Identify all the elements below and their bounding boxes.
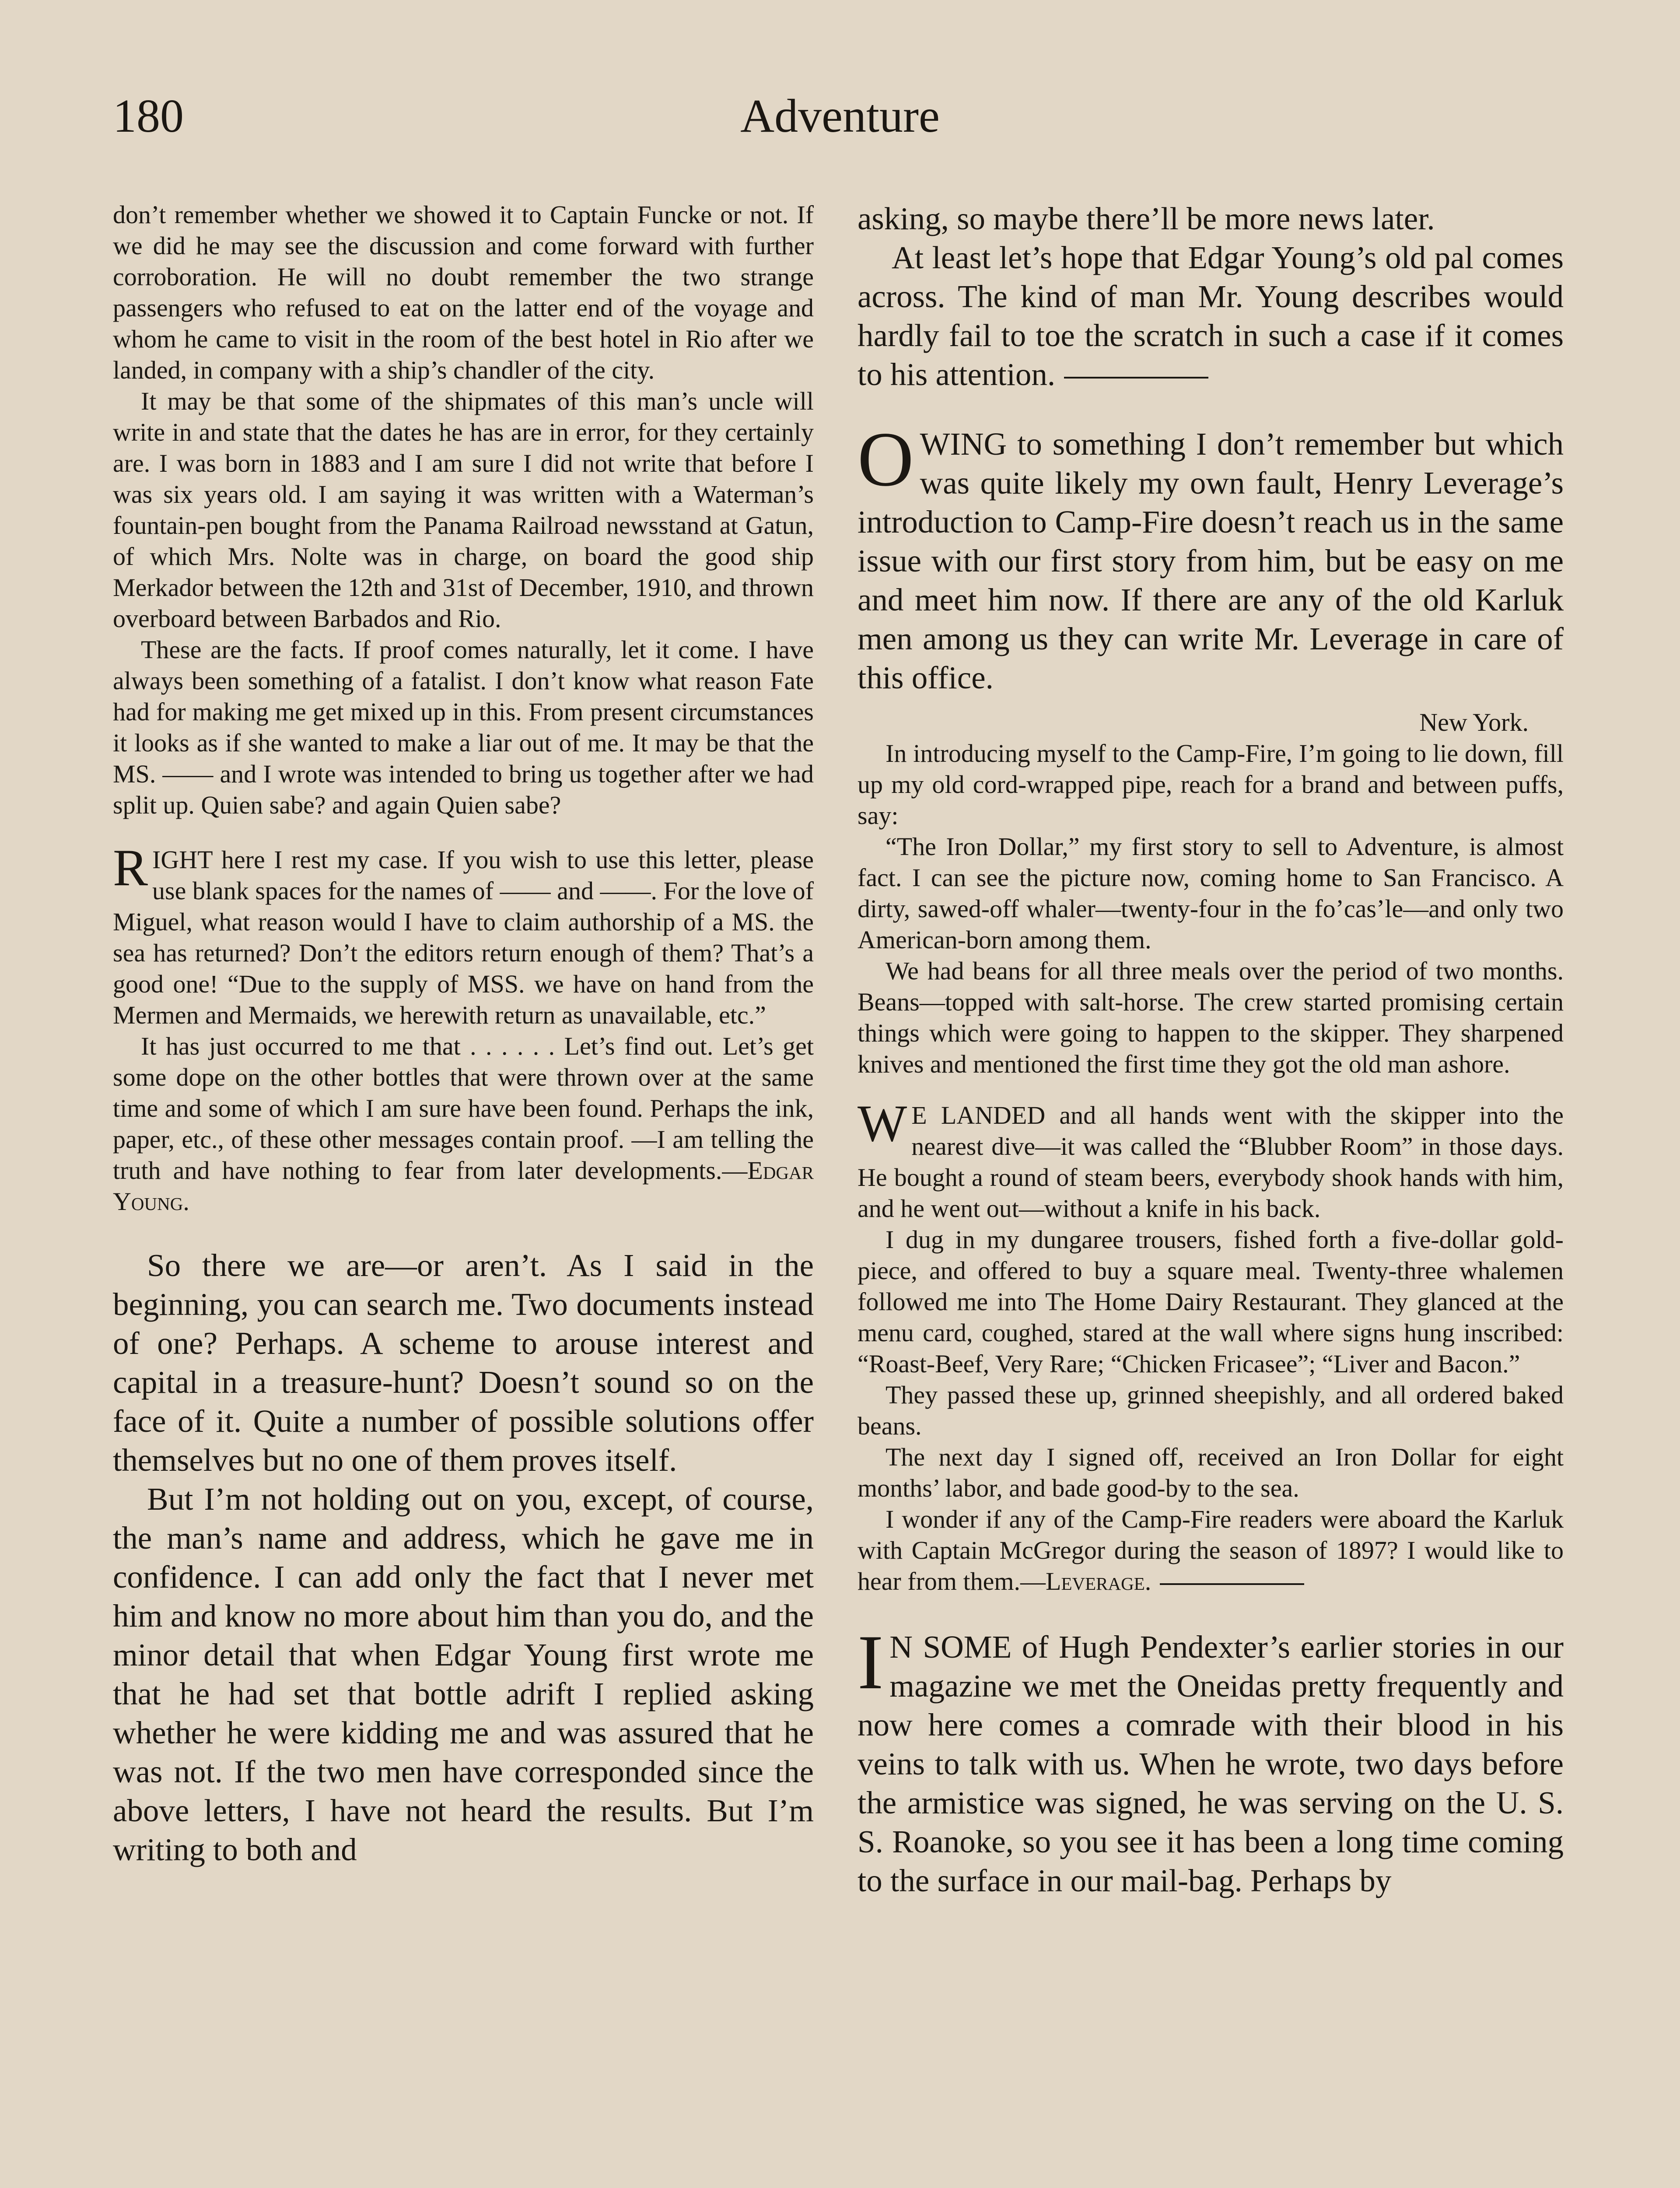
- lead-in: N SOME: [889, 1629, 1012, 1665]
- oneida-section: [858, 1619, 1564, 1900]
- paragraph-text: IGHT here I rest my case. If you wish to use this letter, please use blank spaces for the names of —— and ——. For the love of Miguel, what reason would I have to claim authorship of a MS. the sea has returned? Don’t the editors return enough of them? That’s a good one! “Due to the supply of MSS. we have on hand from the Mermen and Mermaids, we herewith return as unavailable, etc.”: [113, 845, 814, 1029]
- paragraph-text: At least let’s hope that Edgar Young’s old pal comes across. The kind of man Mr. Young describes would hardly fail to toe the scratch in such a case if it comes to his attention.: [858, 240, 1564, 392]
- editor-comment: [113, 1246, 814, 1869]
- paragraph-text: I wonder if any of the Camp-Fire readers were aboard the Karluk with Captain McGregor during the season of 1897? I would like to hear from them.—: [858, 1505, 1564, 1595]
- paragraph-text: of Hugh Pendexter’s earlier stories in our magazine we met the Oneidas pretty frequently and now here comes a comrade with their blood in his veins to talk with us. When he wrote, two days before the armistice was signed, he was serving on the U. S. S. Roanoke, so you see it has been a long time coming to the surface in our mail-bag. Perhaps by: [858, 1629, 1564, 1898]
- section-rule: [1064, 377, 1208, 379]
- letter-paragraph: These are the facts. If proof comes naturally, let it come. I have always been something of a fatalist. I don’t know what reason Fate had for making me get mixed up in this. From present circumstances it looks as if she wanted to make a liar out of me. It may be that the MS. —— and I wrote was intended to bring us together after we had split up. Quien sabe? and again Quien sabe?: [113, 635, 814, 819]
- letter-paragraph: [858, 1094, 1564, 1224]
- drop-cap: R: [113, 838, 148, 897]
- leverage-intro: [858, 416, 1564, 697]
- letter-paragraph: It may be that some of the shipmates of this man’s uncle will write in and state that the dates he has are in error, for they certainly are. I was born in 1883 and I am sure I did not write that before I was six years old. I am saying it was written with a Waterman’s fountain-pen bought from the Panama Railroad newsstand at Gatun, of which Mrs. Nolte was in charge, on board the good ship Merkador between the 12th and 31st of December, 1910, and thrown overboard between Barbados and Rio.: [113, 387, 814, 633]
- signature: Edgar Young.: [113, 1156, 814, 1216]
- letter-location: New York.: [1419, 708, 1529, 736]
- drop-cap: O: [858, 416, 914, 502]
- drop-cap: I: [858, 1619, 884, 1705]
- letter-continued: [113, 199, 814, 820]
- drop-cap: W: [858, 1094, 907, 1152]
- letter-paragraph: They passed these up, grinned sheepishly, and all ordered baked beans.: [858, 1381, 1564, 1440]
- letter-paragraph: “The Iron Dollar,” my first story to sell to Adventure, is almost fact. I can see the picture now, coming home to San Francisco. A dirty, sawed-off whaler—twenty-four in the fo’cas’le—and only two American-born among them.: [858, 832, 1564, 954]
- letter-paragraph: In introducing myself to the Camp-Fire, I’m going to lie down, fill up my old cord-wrapped pipe, reach for a brand and between puffs, say:: [858, 739, 1564, 830]
- paragraph-text: It has just occurred to me that . . . . . . Let’s find out. Let’s get some dope on the other bottles that were thrown over at the same time and some of which I am sure have been found. Perhaps the ink, paper, etc., of these other messages contain proof. —I am telling the truth and have nothing to fear from later developments.—: [113, 1032, 814, 1185]
- letter-paragraph: The next day I signed off, received an Iron Dollar for eight months’ labor, and bade good-by to the sea.: [858, 1443, 1564, 1502]
- paragraph-text: WING to something I don’t remember but which was quite likely my own fault, Henry Leverage’s introduction to Camp-Fire doesn’t reach us in the same issue with our first story from him, but be easy on me and meet him now. If there are any of the old Karluk men among us they can write Mr. Leverage in care of this office.: [858, 426, 1564, 695]
- lead-in: E LANDED: [911, 1101, 1046, 1129]
- right-column: [858, 199, 1564, 1900]
- page-number: 180: [113, 90, 184, 142]
- letter-section-two: [113, 838, 814, 1217]
- signature: Leverage.: [1046, 1567, 1152, 1595]
- letter-paragraph: [858, 1504, 1564, 1597]
- editor-paragraph: So there we are—or aren’t. As I said in the beginning, you can search me. Two documents instead of one? Perhaps. A scheme to arouse interest and capital in a treasure-hunt? Doesn’t sound so on the face of it. Quite a number of possible solutions offer themselves but no one of them proves itself.: [113, 1248, 814, 1478]
- leverage-letter: [858, 707, 1564, 1597]
- editor-continuation: [858, 199, 1564, 394]
- editor-paragraph: But I’m not holding out on you, except, of course, the man’s name and address, which he gave me in confidence. I can add only the fact that I never met him and know no more about him than you do, and the minor detail that when Edgar Young first wrote me that he had set that bottle adrift I replied asking whether he were kidding me and was assured that he was not. If the two men have corresponded since the above letters, I have not heard the results. But I’m writing to both and: [113, 1481, 814, 1867]
- magazine-title: Adventure: [740, 90, 940, 142]
- paragraph-text: and all hands went with the skipper into the nearest dive—it was called the “Blubber Room” in those days. He bought a round of steam beers, everybody shook hands with him, and he went out—without a knife in his back.: [858, 1101, 1564, 1223]
- editor-paragraph: [858, 238, 1564, 394]
- letter-paragraph: don’t remember whether we showed it to Captain Funcke or not. If we did he may see the discussion and come forward with further corroboration. He will no doubt remember the two strange passengers who refused to eat on the latter end of the voyage and whom he came to visit in the room of the best hotel in Rio after we landed, in company with a ship’s chandler of the city.: [113, 200, 814, 384]
- letter-paragraph: We had beans for all three meals over the period of two months. Beans—topped with salt-horse. The crew started promising certain things which were going to happen to the skipper. They sharpened knives and mentioned the first time they got the old man ashore.: [858, 957, 1564, 1078]
- left-column: [113, 199, 814, 1869]
- section-rule: [1160, 1583, 1304, 1585]
- editor-paragraph: [858, 1619, 1564, 1900]
- letter-paragraph: I dug in my dungaree trousers, fished forth a five-dollar gold-piece, and offered to buy a square meal. Twenty-three whalemen followed me into The Home Dairy Restaurant. They glanced at the menu card, coughed, stared at the wall where signs hung inscribed: “Roast-Beef, Very Rare; “Chicken Fricasee”; “Liver and Bacon.”: [858, 1225, 1564, 1378]
- editor-paragraph: [858, 416, 1564, 697]
- letter-paragraph: [113, 1031, 814, 1217]
- letter-paragraph: [113, 838, 814, 1031]
- editor-paragraph: asking, so maybe there’ll be more news later.: [858, 201, 1435, 236]
